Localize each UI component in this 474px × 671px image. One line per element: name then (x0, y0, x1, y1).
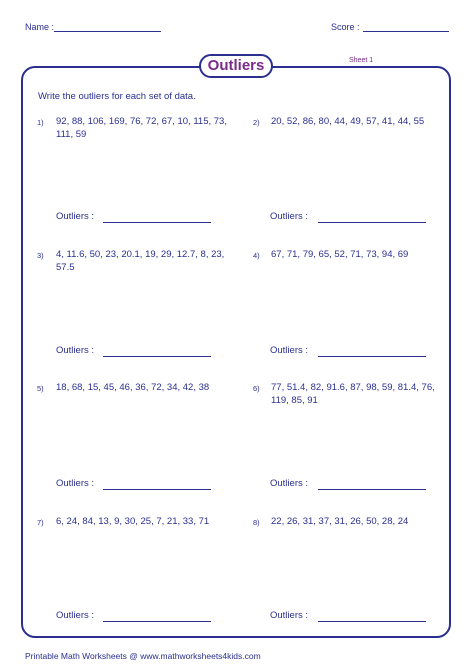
outliers-label: Outliers : (56, 478, 95, 489)
question-number: 4) (253, 251, 260, 260)
footer-credit: Printable Math Worksheets @ www.mathworksheets4kids.com (25, 651, 261, 661)
name-field[interactable] (54, 31, 161, 32)
question-number: 3) (37, 251, 44, 260)
outliers-answer-field[interactable] (103, 621, 211, 622)
instructions: Write the outliers for each set of data. (38, 91, 196, 102)
score-label: Score : (331, 22, 360, 32)
outliers-label: Outliers : (56, 345, 95, 356)
outliers-label: Outliers : (270, 610, 309, 621)
question-data: 18, 68, 15, 45, 46, 36, 72, 34, 42, 38 (56, 382, 210, 393)
question-number: 2) (253, 118, 260, 127)
question-data: 92, 88, 106, 169, 76, 72, 67, 10, 115, 73, 111, 59 (56, 116, 227, 140)
outliers-answer-field[interactable] (318, 489, 426, 490)
outliers-label: Outliers : (270, 478, 309, 489)
name-label: Name : (25, 22, 55, 32)
question-number: 5) (37, 384, 44, 393)
outliers-answer-field[interactable] (318, 222, 426, 223)
outliers-answer-field[interactable] (103, 222, 211, 223)
worksheet-title: Outliers (199, 54, 273, 78)
outliers-answer-field[interactable] (318, 621, 426, 622)
outliers-answer-field[interactable] (103, 356, 211, 357)
outliers-label: Outliers : (56, 610, 95, 621)
outliers-label: Outliers : (270, 211, 309, 222)
score-field[interactable] (363, 31, 449, 32)
question-data: 67, 71, 79, 65, 52, 71, 73, 94, 69 (271, 249, 409, 260)
question-data: 20, 52, 86, 80, 44, 49, 57, 41, 44, 55 (271, 116, 425, 127)
question-number: 8) (253, 518, 260, 527)
outliers-answer-field[interactable] (103, 489, 211, 490)
question-number: 7) (37, 518, 44, 527)
question-number: 6) (253, 384, 260, 393)
outliers-answer-field[interactable] (318, 356, 426, 357)
question-number: 1) (37, 118, 44, 127)
question-data: 6, 24, 84, 13, 9, 30, 25, 7, 21, 33, 71 (56, 516, 210, 527)
question-data: 22, 26, 31, 37, 31, 26, 50, 28, 24 (271, 516, 409, 527)
sheet-label: Sheet 1 (349, 57, 374, 64)
outliers-label: Outliers : (56, 211, 95, 222)
question-data: 4, 11.6, 50, 23, 20.1, 19, 29, 12.7, 8, 23, 57.5 (56, 249, 225, 273)
question-data: 77, 51.4, 82, 91.6, 87, 98, 59, 81.4, 76, 119, 85, 91 (271, 382, 435, 406)
outliers-label: Outliers : (270, 345, 309, 356)
